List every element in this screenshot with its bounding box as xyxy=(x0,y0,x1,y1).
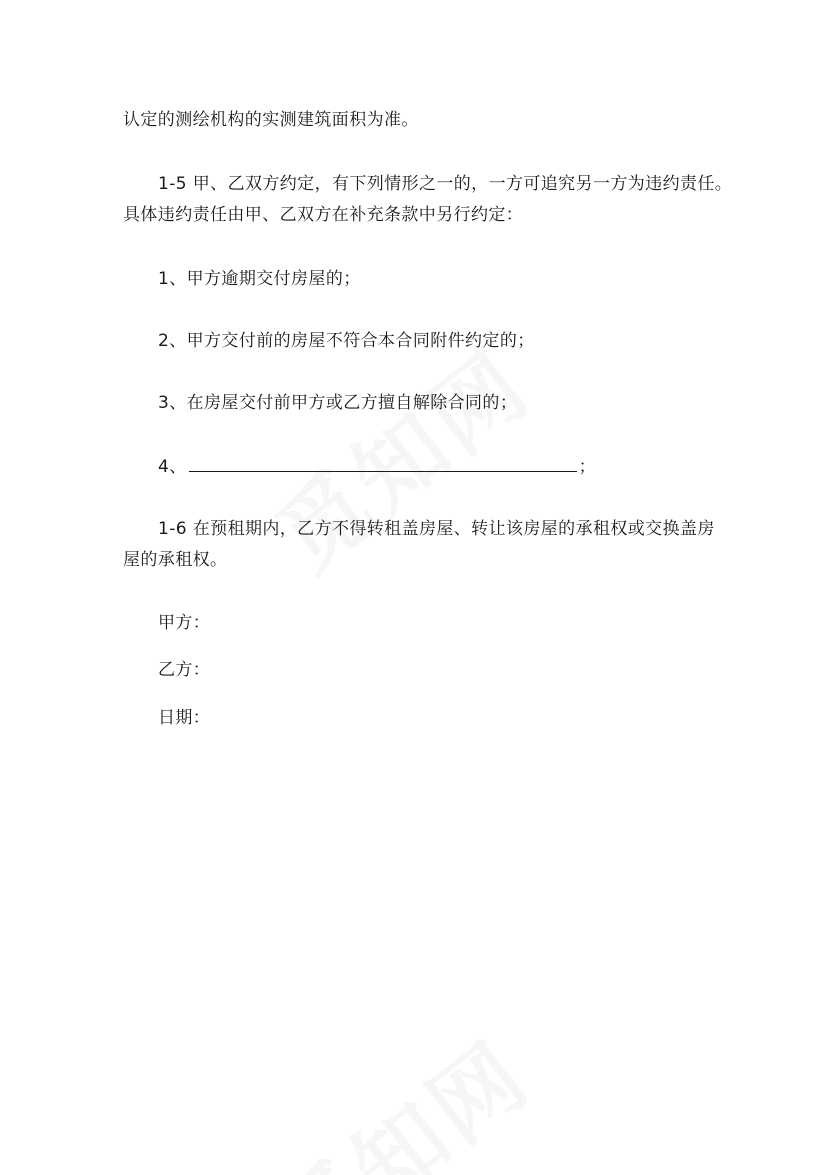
clause-1-5-line1: 1-5 甲、乙双方约定，有下列情形之一的，一方可追究另一方为违约责任。 xyxy=(158,174,733,194)
clause-1-6-line1: 1-6 在预租期内，乙方不得转租盖房屋、转让该房屋的承租权或交换盖房 xyxy=(158,519,715,539)
clause-1-5-line2: 具体违约责任由甲、乙双方在补充条款中另行约定： xyxy=(123,205,524,225)
watermark xyxy=(246,1005,553,1175)
fill-in-blank-line[interactable] xyxy=(189,453,577,472)
list-item-4-prefix: 4、 xyxy=(158,457,187,477)
clause-1-6-line2: 屋的承租权。 xyxy=(123,550,228,570)
list-item-4 xyxy=(158,453,596,479)
list-item-4-suffix: ； xyxy=(578,457,597,477)
party-b-label: 乙方： xyxy=(158,660,211,680)
list-item-3: 3、在房屋交付前甲方或乙方擅自解除合同的； xyxy=(158,393,518,413)
date-label: 日期： xyxy=(158,708,211,728)
paragraph-line: 认定的测绘机构的实测建筑面积为准。 xyxy=(123,110,419,130)
party-a-label: 甲方： xyxy=(158,613,211,633)
list-item-2: 2、甲方交付前的房屋不符合本合同附件约定的； xyxy=(158,331,535,351)
list-item-1: 1、甲方逾期交付房屋的； xyxy=(158,269,361,289)
